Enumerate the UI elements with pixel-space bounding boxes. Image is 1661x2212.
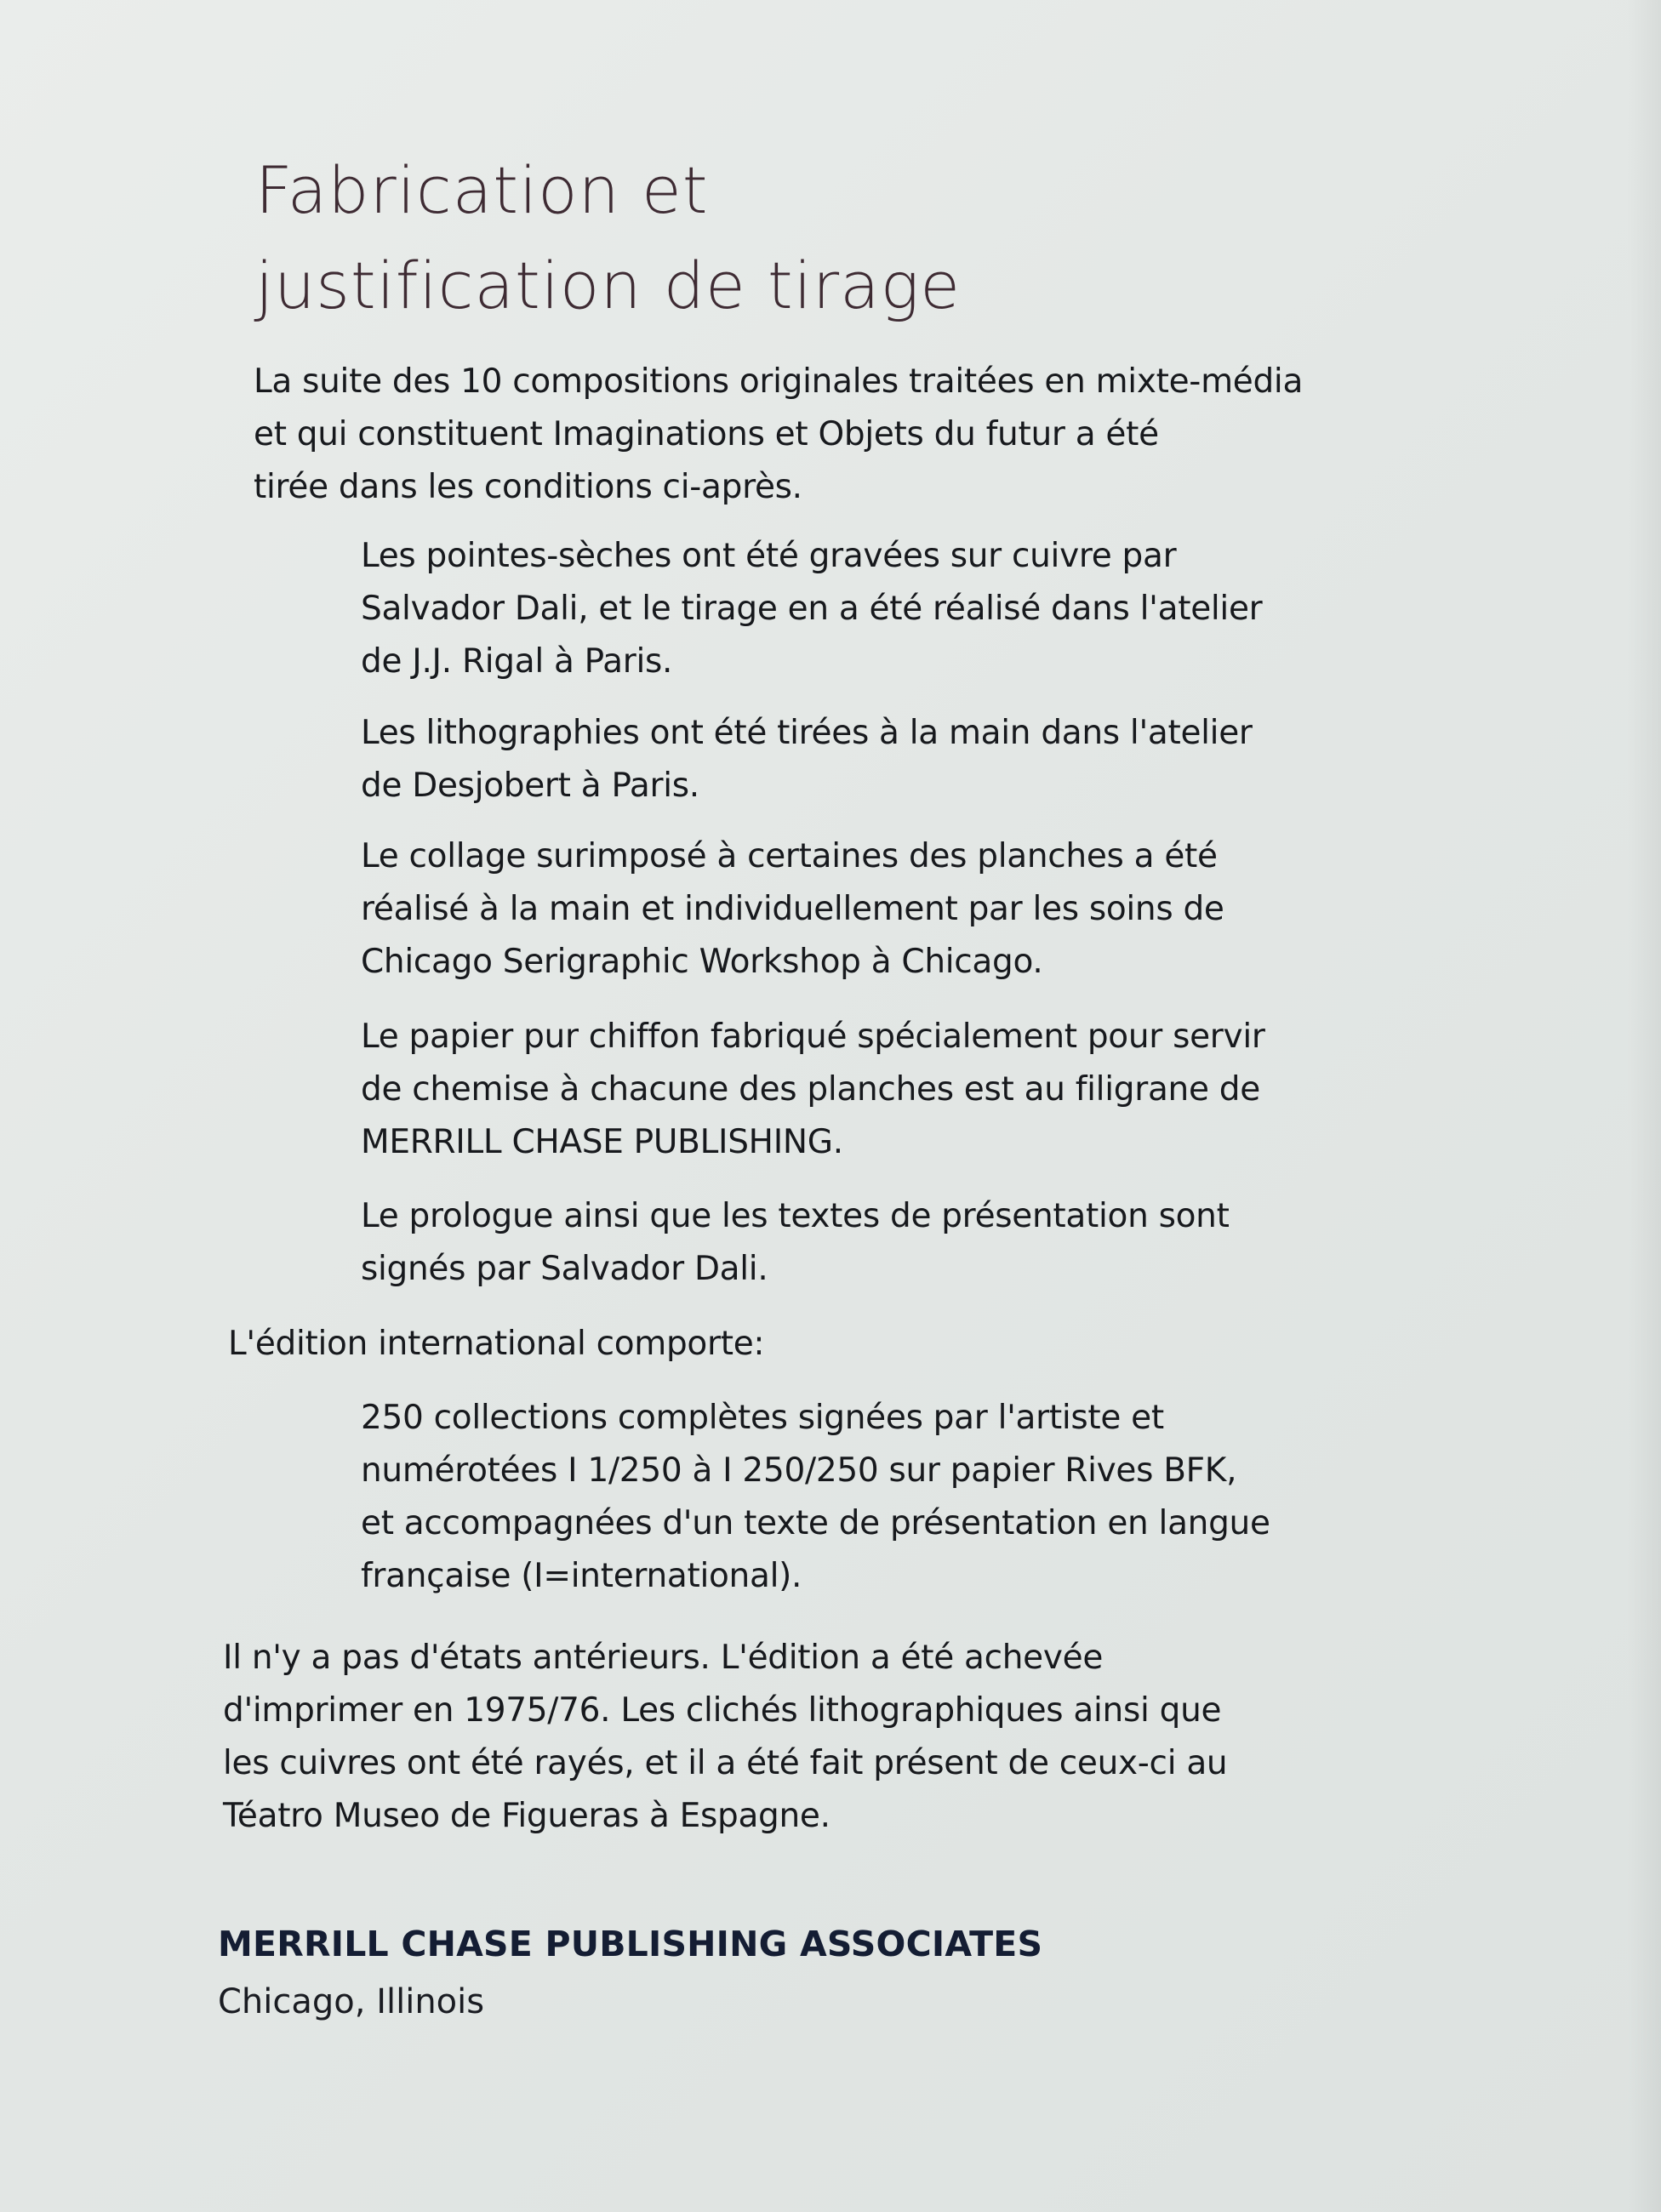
text-line: et qui constituent Imaginations et Objets du futur a été — [254, 415, 1159, 453]
text-line: de J.J. Rigal à Paris. — [361, 642, 673, 681]
text-line: tirée dans les conditions ci-après. — [254, 468, 802, 506]
text-line: 250 collections complètes signées par l'artiste et — [361, 1399, 1164, 1437]
text-line: MERRILL CHASE PUBLISHING. — [361, 1123, 843, 1161]
edition-heading: L'édition international comporte: — [228, 1325, 765, 1363]
text-line: et accompagnées d'un texte de présentation en langue — [361, 1504, 1270, 1542]
lithography-paragraph — [361, 707, 1253, 812]
closing-paragraph — [223, 1632, 1227, 1843]
text-line: Les lithographies ont été tirées à la main dans l'atelier — [361, 714, 1253, 752]
publisher-name: MERRILL CHASE PUBLISHING ASSOCIATES — [218, 1924, 1043, 1964]
text-line: de chemise à chacune des planches est au filigrane de — [361, 1070, 1260, 1109]
intro-paragraph — [254, 356, 1303, 514]
publisher-city: Chicago, Illinois — [218, 1982, 485, 2021]
text-line: Les pointes-sèches ont été gravées sur cuivre par — [361, 537, 1177, 575]
text-line: française (I=international). — [361, 1557, 802, 1595]
paper-paragraph — [361, 1011, 1265, 1169]
text-line: d'imprimer en 1975/76. Les clichés lithographiques ainsi que — [223, 1691, 1222, 1730]
prologue-paragraph — [361, 1190, 1230, 1296]
page-edge-shadow — [1627, 0, 1661, 2212]
title-line-2: justification de tirage — [255, 248, 962, 323]
text-line: réalisé à la main et individuellement par les soins de — [361, 890, 1224, 928]
text-line: signés par Salvador Dali. — [361, 1250, 768, 1288]
text-line: Le prologue ainsi que les textes de présentation sont — [361, 1197, 1230, 1235]
text-line: Téatro Museo de Figueras à Espagne. — [223, 1797, 830, 1835]
text-line: de Desjobert à Paris. — [361, 767, 699, 805]
title-line-1: Fabrication et — [255, 152, 709, 228]
text-line: La suite des 10 compositions originales traitées en mixte-média — [254, 362, 1304, 401]
collage-paragraph — [361, 830, 1224, 989]
text-line: Chicago Serigraphic Workshop à Chicago. — [361, 943, 1043, 981]
text-line: Salvador Dali, et le tirage en a été réalisé dans l'atelier — [361, 590, 1263, 628]
text-line: les cuivres ont été rayés, et il a été fait présent de ceux-ci au — [223, 1744, 1228, 1782]
edition-detail-paragraph — [361, 1392, 1270, 1603]
text-line: numérotées I 1/250 à I 250/250 sur papier Rives BFK, — [361, 1451, 1237, 1490]
text-line: Le papier pur chiffon fabriqué spécialement pour servir — [361, 1018, 1265, 1056]
drypoint-paragraph — [361, 530, 1262, 688]
text-line: Le collage surimposé à certaines des planches a été — [361, 837, 1218, 875]
text-line: Il n'y a pas d'états antérieurs. L'édition a été achevée — [223, 1639, 1104, 1677]
page-title — [255, 143, 961, 334]
